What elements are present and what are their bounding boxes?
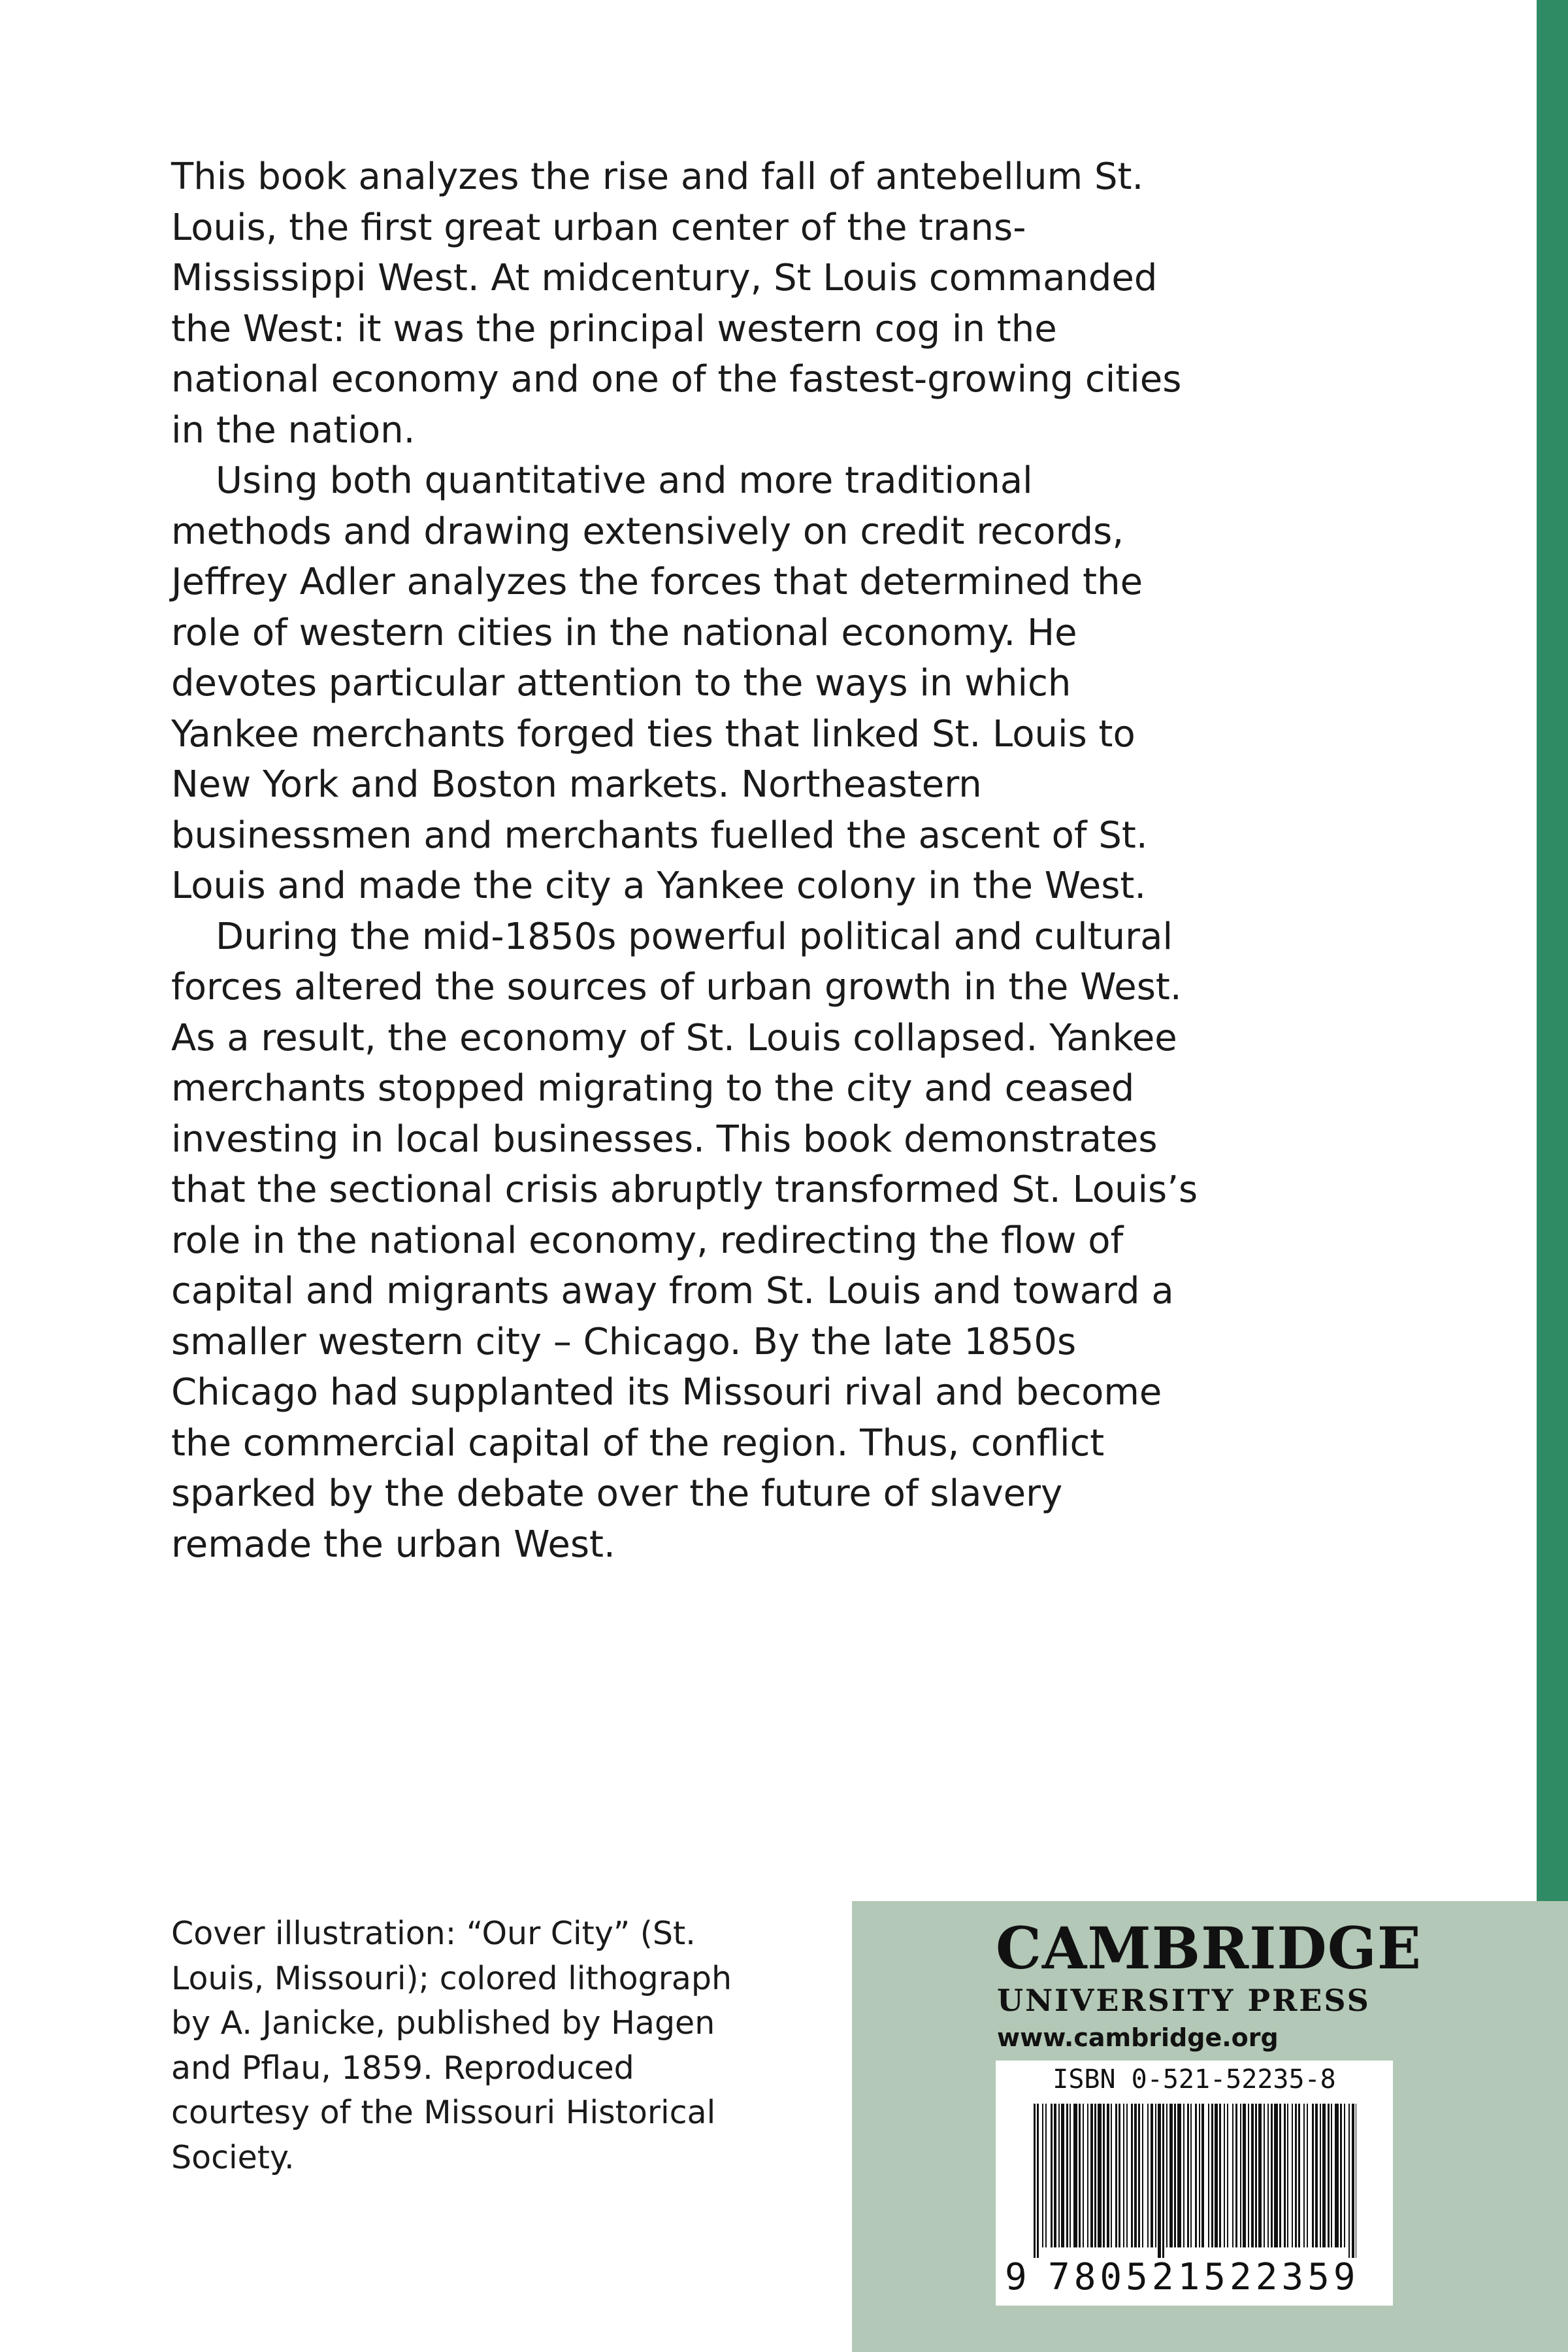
- barcode-bar: [1174, 2104, 1176, 2247]
- barcode-digit-string: 780521522359: [1048, 2256, 1360, 2298]
- barcode-bar: [1051, 2104, 1053, 2247]
- barcode-bar: [1111, 2104, 1112, 2247]
- barcode-bar: [1284, 2104, 1286, 2247]
- barcode-bar: [1322, 2104, 1326, 2247]
- barcode-bar: [1352, 2104, 1354, 2258]
- barcode-bar: [1201, 2104, 1204, 2247]
- barcode-bar: [1320, 2104, 1321, 2247]
- barcode-bar: [1166, 2104, 1168, 2247]
- barcode-bar: [1232, 2104, 1233, 2247]
- barcode-bar: [1267, 2104, 1269, 2247]
- barcode-bar: [1115, 2104, 1117, 2247]
- barcode-bar: [1215, 2104, 1218, 2247]
- barcode-bar: [1158, 2104, 1161, 2258]
- barcode-bar: [1083, 2104, 1084, 2247]
- barcode-bar: [1255, 2104, 1257, 2247]
- barcode-bar: [1240, 2104, 1241, 2247]
- barcode-bar: [1134, 2104, 1137, 2247]
- barcode-bar: [1058, 2104, 1060, 2247]
- barcode-bar: [1331, 2104, 1332, 2247]
- barcode-bar: [1147, 2104, 1149, 2247]
- barcode-bar: [1119, 2104, 1120, 2247]
- barcode-bar: [1303, 2104, 1305, 2247]
- barcode-bar: [1054, 2104, 1056, 2247]
- barcode-bar: [1258, 2104, 1262, 2247]
- barcode-bar: [1094, 2104, 1096, 2247]
- barcode-bar: [1190, 2104, 1192, 2247]
- barcode-bar: [1199, 2104, 1200, 2247]
- barcode-bar: [1073, 2104, 1077, 2247]
- barcode-bar: [1151, 2104, 1153, 2247]
- barcode-bar: [1177, 2104, 1181, 2247]
- barcode-bar: [1187, 2104, 1189, 2247]
- barcode-bar: [1315, 2104, 1318, 2247]
- barcode-first-digit: 9: [1005, 2256, 1027, 2298]
- barcode-bar: [1142, 2104, 1143, 2247]
- barcode-bar: [1312, 2104, 1314, 2247]
- barcode-bar: [1107, 2104, 1109, 2247]
- barcode-bar: [1183, 2104, 1184, 2247]
- barcode-bar: [1235, 2104, 1237, 2247]
- isbn-label: ISBN 0-521-52235-8: [1053, 2064, 1336, 2095]
- barcode-bar: [1292, 2104, 1293, 2247]
- barcode-bar: [1279, 2104, 1281, 2247]
- blurb-paragraph-1: This book analyzes the rise and fall of antebellum St. Louis, the first great urban center of the trans- Mississippi West. At midcentury, St Louis commanded the West: it was the principal western cog in the national economy and one of the fastest-growing cities in the nation.: [171, 156, 1182, 452]
- barcode-bar: [1131, 2104, 1133, 2247]
- barcode-bar: [1070, 2104, 1071, 2247]
- barcode-bar: [1037, 2104, 1039, 2258]
- barcode-bar: [1208, 2104, 1209, 2247]
- barcode-bar: [1066, 2104, 1068, 2247]
- isbn-barcode: [996, 2061, 1393, 2306]
- barcode-bar: [1348, 2104, 1350, 2258]
- blurb-paragraph-2: Using both quantitative and more traditional methods and drawing extensively on credit records, Jeffrey Adler analyzes the forces that determined the role of western cities in the national economy. He devotes particular attention to the ways in which Yankee merchants forged ties that linked St. Louis to New York and Boston markets. Northeastern businessmen and merchants fuelled the ascent of St. Louis and made the city a Yankee colony in the West.: [171, 459, 1148, 907]
- barcode-bar: [1034, 2104, 1036, 2258]
- barcode-bar: [1335, 2104, 1339, 2247]
- publisher-url: www.cambridge.org: [997, 2023, 1279, 2052]
- barcode-bar: [1211, 2104, 1213, 2247]
- barcode-bar: [1098, 2104, 1102, 2247]
- barcode-bar: [1061, 2104, 1064, 2247]
- barcode-bar: [1340, 2104, 1342, 2247]
- back-cover-blurb: [171, 152, 1347, 1570]
- barcode-bar: [1087, 2104, 1088, 2247]
- barcode-bar: [1090, 2104, 1093, 2247]
- barcode-bar: [1045, 2104, 1047, 2247]
- barcode-bar: [1328, 2104, 1330, 2247]
- barcode-bar: [1344, 2104, 1345, 2247]
- barcode-bar: [1274, 2104, 1278, 2247]
- barcode-bar: [1123, 2104, 1124, 2247]
- barcode-bar: [1251, 2104, 1254, 2247]
- barcode-bar: [1195, 2104, 1197, 2247]
- barcode-bar: [1219, 2104, 1221, 2247]
- publisher-subtitle: UNIVERSITY PRESS: [997, 1983, 1371, 2018]
- barcode-bar: [1162, 2104, 1164, 2258]
- publisher-panel: [852, 1901, 1568, 2352]
- barcode-bar: [1298, 2104, 1300, 2247]
- barcode-bar: [1264, 2104, 1265, 2247]
- barcode-bar: [1243, 2104, 1246, 2247]
- barcode-bar: [1248, 2104, 1249, 2247]
- barcode-bar: [1079, 2104, 1081, 2247]
- barcode-bar: [1042, 2104, 1043, 2247]
- barcode-bar: [1169, 2104, 1173, 2247]
- barcode-bar: [1307, 2104, 1308, 2247]
- barcode-bar: [1287, 2104, 1288, 2247]
- barcode-bars-icon: [1034, 2104, 1356, 2258]
- barcode-bar: [1155, 2104, 1156, 2247]
- barcode-bar: [1103, 2104, 1105, 2247]
- barcode-bar: [1224, 2104, 1225, 2247]
- barcode-bar: [1138, 2104, 1140, 2247]
- cover-illustration-credit: Cover illustration: “Our City” (St. Louis, Missouri); colored lithograph by A. Janicke, published by Hagen and Pflau, 1859. Reproduced courtesy of the Missouri Historical Society.: [171, 1915, 732, 2176]
- barcode-bar: [1295, 2104, 1297, 2247]
- barcode-bar: [1227, 2104, 1228, 2247]
- blurb-paragraph-3: During the mid-1850s powerful political and cultural forces altered the sources of urban growth in the West. As a result, the economy of St. Louis collapsed. Yankee merchants stopped migrating to the city and ceased investing in local businesses. This book demonstrates that the sectional crisis abruptly transformed St. Louis’s role in the national economy, redirecting the flow of capital and migrants away from St. Louis and toward a smaller western city – Chicago. By the late 1850s Chicago had supplanted its Missouri rival and become the commercial capital of the region. Thus, conflict sparked by the debate over the future of slavery remade the urban West.: [171, 915, 1198, 1566]
- publisher-name: CAMBRIDGE: [996, 1914, 1422, 1982]
- barcode-bar: [1126, 2104, 1128, 2247]
- barcode-bar: [1271, 2104, 1273, 2247]
